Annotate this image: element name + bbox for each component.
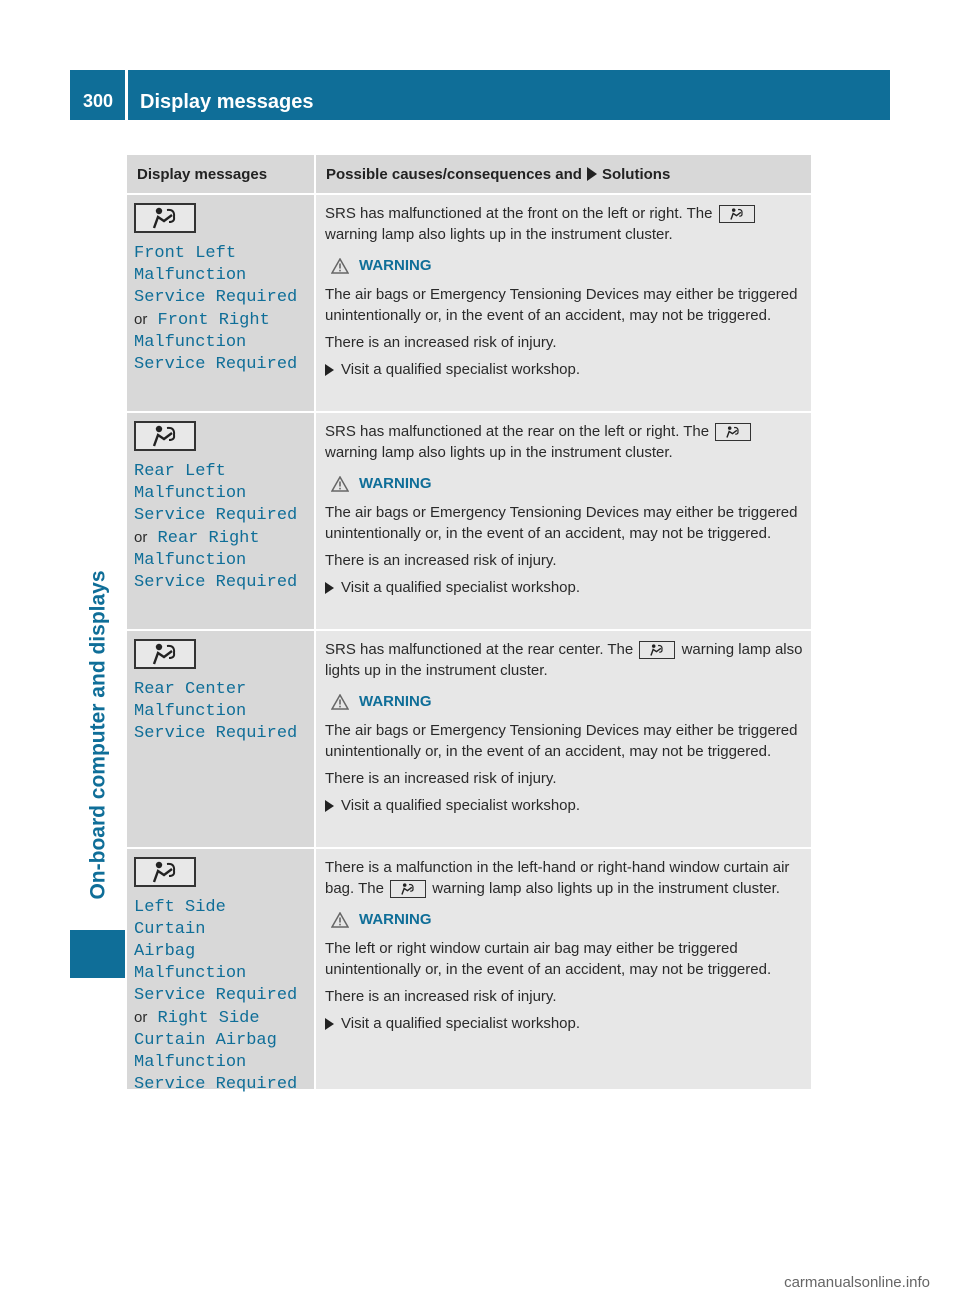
message-line: Service Required <box>134 506 298 525</box>
airbag-warning-lamp-icon <box>134 203 196 233</box>
airbag-warning-lamp-icon <box>639 641 675 659</box>
intro-text: SRS has malfunctioned at the front on the left or right. The <box>325 205 713 222</box>
intro-text: warning lamp also lights up in the instrument cluster. <box>325 444 673 461</box>
action-step <box>325 359 803 380</box>
step-arrow-icon <box>325 1018 334 1030</box>
warning-heading <box>331 909 803 930</box>
airbag-warning-lamp-icon <box>134 639 196 669</box>
message-line: Right Side <box>157 1009 260 1028</box>
airbag-warning-lamp-icon <box>715 423 751 441</box>
message-line: Service Required <box>134 288 298 307</box>
header-divider <box>125 70 128 120</box>
col-header-display: Display messages <box>137 165 268 183</box>
warning-body: The air bags or Emergency Tensioning Devices may either be triggered unintentionally or, in the event of an accident, may not be triggered. <box>325 504 798 542</box>
display-message-cell <box>127 849 314 1094</box>
step-text: Visit a qualified specialist workshop. <box>341 579 581 596</box>
warning-heading <box>331 255 803 276</box>
message-line: Malfunction <box>134 1053 247 1072</box>
display-messages-table <box>127 155 811 1094</box>
step-text: Visit a qualified specialist workshop. <box>341 361 581 378</box>
col-header-solutions-pre: Possible causes/consequences and <box>326 165 582 183</box>
display-message-cell <box>127 413 314 629</box>
message-line: Malfunction <box>134 484 247 503</box>
table-row <box>127 629 811 847</box>
message-line: Service Required <box>134 573 298 592</box>
message-line: Curtain Airbag <box>134 1031 277 1050</box>
table-row <box>127 411 811 629</box>
message-line: Malfunction <box>134 333 247 352</box>
warning-label: WARNING <box>359 257 432 274</box>
intro-text: warning lamp also lights up in the instrument cluster. <box>325 641 803 679</box>
airbag-warning-lamp-icon <box>134 857 196 887</box>
side-section-label <box>84 530 114 940</box>
action-step <box>325 1013 803 1034</box>
intro-text: warning lamp also lights up in the instrument cluster. <box>432 880 780 897</box>
col-header-solutions-post: Solutions <box>601 165 671 183</box>
warning-label: WARNING <box>359 911 432 928</box>
message-line: Rear Center <box>134 680 247 699</box>
message-line: Front Left <box>134 244 237 263</box>
step-arrow-icon <box>325 800 334 812</box>
warning-triangle-icon <box>331 912 349 928</box>
page-title: Display messages <box>140 91 314 113</box>
warning-body: The air bags or Emergency Tensioning Devices may either be triggered unintentionally or, in the event of an accident, may not be triggered. <box>325 722 798 760</box>
message-line: Left Side Curtain <box>134 898 226 939</box>
or-label: or <box>134 1009 148 1026</box>
arrow-right-icon <box>587 167 597 181</box>
step-arrow-icon <box>325 582 334 594</box>
warning-triangle-icon <box>331 258 349 274</box>
message-line: Malfunction <box>134 702 247 721</box>
intro-text: warning lamp also lights up in the instrument cluster. <box>325 226 673 243</box>
warning-triangle-icon <box>331 694 349 710</box>
display-message-cell <box>127 631 314 847</box>
message-line: Service Required <box>134 724 298 743</box>
message-line: Service Required <box>134 355 298 374</box>
watermark: carmanualsonline.info <box>784 1274 930 1291</box>
table-row <box>127 847 811 1094</box>
warning-triangle-icon <box>331 476 349 492</box>
risk-text: There is an increased risk of injury. <box>325 552 557 569</box>
solution-cell <box>314 631 811 847</box>
table-row <box>127 193 811 411</box>
message-line: Malfunction <box>134 551 247 570</box>
warning-body: The air bags or Emergency Tensioning Devices may either be triggered unintentionally or, in the event of an accident, may not be triggered. <box>325 286 798 324</box>
or-label: or <box>134 311 148 328</box>
airbag-warning-lamp-icon <box>134 421 196 451</box>
warning-heading <box>331 473 803 494</box>
side-tab-marker <box>70 930 125 978</box>
solution-cell <box>314 195 811 411</box>
side-section-text: On-board computer and displays <box>87 570 110 900</box>
step-text: Visit a qualified specialist workshop. <box>341 1015 581 1032</box>
action-step <box>325 577 803 598</box>
step-arrow-icon <box>325 364 334 376</box>
warning-body: The left or right window curtain air bag may either be triggered unintentionally or, in the event of an accident, may not be triggered. <box>325 940 772 978</box>
or-label: or <box>134 529 148 546</box>
risk-text: There is an increased risk of injury. <box>325 334 557 351</box>
warning-heading <box>331 691 803 712</box>
intro-text: SRS has malfunctioned at the rear center. The <box>325 641 634 658</box>
message-line: Rear Left <box>134 462 226 481</box>
col-header-solutions <box>314 155 811 193</box>
message-line: Service Required <box>134 986 298 1005</box>
action-step <box>325 795 803 816</box>
airbag-warning-lamp-icon <box>719 205 755 223</box>
risk-text: There is an increased risk of injury. <box>325 988 557 1005</box>
step-text: Visit a qualified specialist workshop. <box>341 797 581 814</box>
solution-cell <box>314 413 811 629</box>
display-message-cell <box>127 195 314 411</box>
message-line: Front Right <box>157 311 270 330</box>
warning-label: WARNING <box>359 475 432 492</box>
message-line: Service Required <box>134 1075 298 1094</box>
warning-label: WARNING <box>359 693 432 710</box>
solution-cell <box>314 849 811 1089</box>
message-line: Rear Right <box>157 529 260 548</box>
intro-text: There is a malfunction in the left-hand or right-hand window curtain air bag. The <box>325 859 790 897</box>
page-number: 300 <box>82 91 114 111</box>
intro-text: SRS has malfunctioned at the rear on the left or right. The <box>325 423 710 440</box>
message-line: Airbag Malfunction <box>134 942 247 983</box>
table-header <box>127 155 811 193</box>
message-line: Malfunction <box>134 266 247 285</box>
airbag-warning-lamp-icon <box>390 880 426 898</box>
risk-text: There is an increased risk of injury. <box>325 770 557 787</box>
